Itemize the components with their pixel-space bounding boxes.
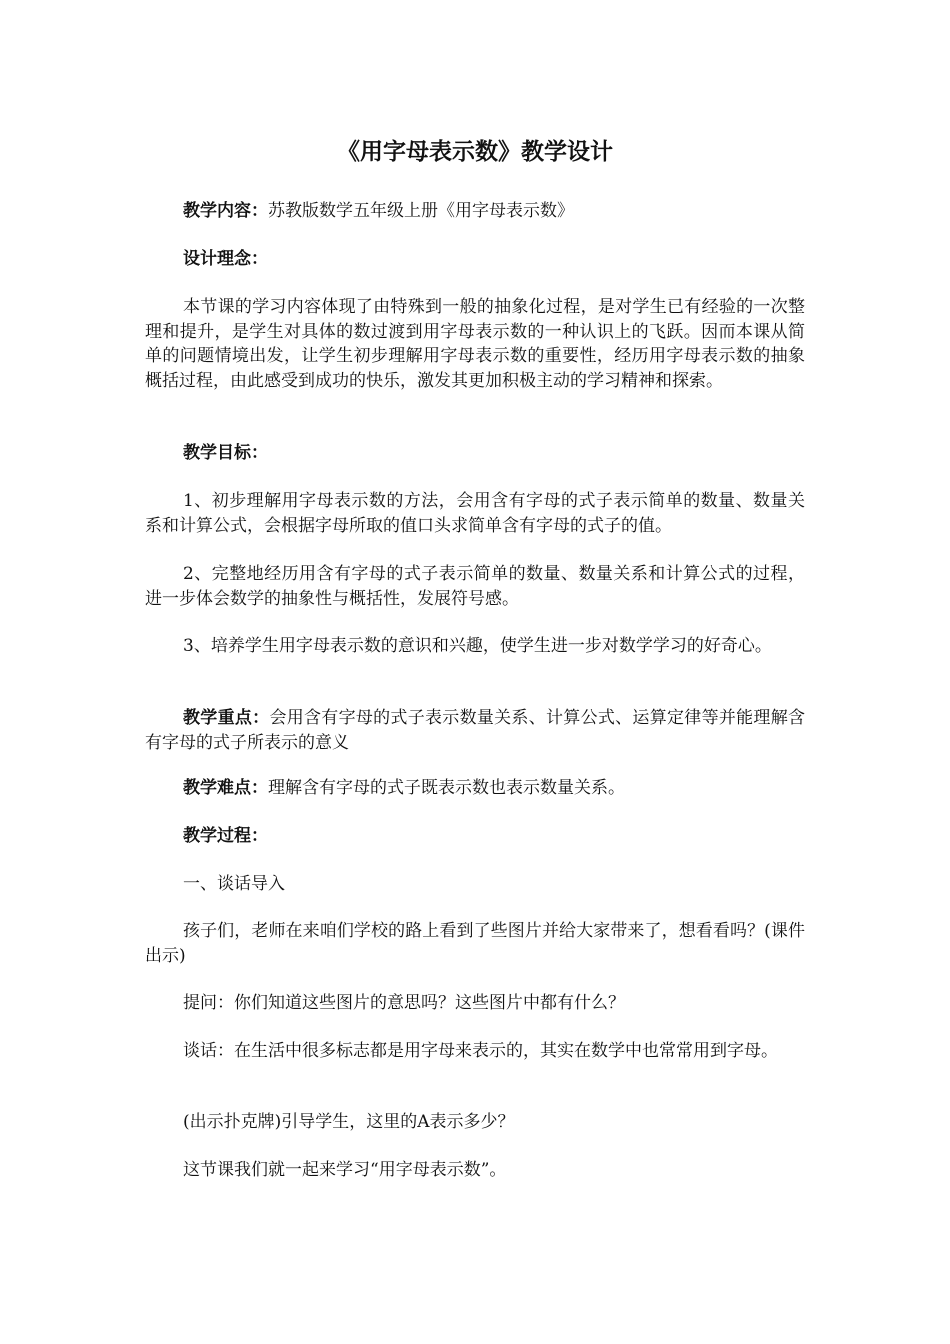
- teaching-goals-heading: 教学目标：: [183, 443, 268, 463]
- design-concept-text: 本节课的学习内容体现了由特殊到一般的抽象化过程，是对学生已有经验的一次整理和提升，是学生对具体的数过渡到用字母表示数的一种认识上的飞跃。因而本课从简单的问题情境出发，让学生初步理解用字母表示数的重要性，经历用字母表示数的抽象概括过程，由此感受到成功的快乐，激发其更加积极主动的学习精神和探索。: [145, 297, 805, 391]
- teaching-difficulty-label: 教学难点：: [183, 778, 268, 798]
- teaching-content-text: 苏教版数学五年级上册《用字母表示数》: [268, 201, 574, 221]
- teaching-key-text: 会用含有字母的式子表示数量关系、计算公式、运算定律等并能理解含有字母的式子所表示的意义: [145, 708, 806, 753]
- paragraph-5: 这节课我们就一起来学习“用字母表示数”。: [183, 1160, 507, 1180]
- teaching-key-label: 教学重点：: [183, 708, 270, 728]
- teaching-process-heading: 教学过程：: [183, 826, 268, 846]
- section-heading-1: 一、谈话导入: [183, 874, 285, 894]
- teaching-key-point: [145, 706, 805, 755]
- goal-item-2: 2、完整地经历用含有字母的式子表示简单的数量、数量关系和计算公式的过程，进一步体会数学的抽象性与概括性，发展符号感。: [145, 564, 805, 609]
- teaching-content: [145, 199, 805, 224]
- teaching-difficulty: [145, 776, 805, 801]
- document-title: 《用字母表示数》教学设计: [337, 139, 613, 165]
- paragraph-3: 谈话：在生活中很多标志都是用字母来表示的，其实在数学中也常常用到字母。: [183, 1041, 778, 1061]
- paragraph-2: 提问：你们知道这些图片的意思吗？这些图片中都有什么？: [183, 993, 625, 1013]
- teaching-difficulty-text: 理解含有字母的式子既表示数也表示数量关系。: [268, 778, 625, 798]
- goal-item-1: 1、初步理解用字母表示数的方法，会用含有字母的式子表示简单的数量、数量关系和计算公式，会根据字母所取的值口头求简单含有字母的式子的值。: [145, 491, 805, 536]
- teaching-content-label: 教学内容：: [183, 201, 268, 221]
- goal-item-3: 3、培养学生用字母表示数的意识和兴趣，使学生进一步对数学学习的好奇心。: [183, 636, 772, 656]
- paragraph-4: (出示扑克牌)引导学生，这里的A表示多少？: [183, 1112, 515, 1132]
- design-concept-heading: 设计理念：: [183, 249, 268, 269]
- paragraph-1: 孩子们，老师在来咱们学校的路上看到了些图片并给大家带来了，想看看吗？(课件出示): [145, 921, 805, 966]
